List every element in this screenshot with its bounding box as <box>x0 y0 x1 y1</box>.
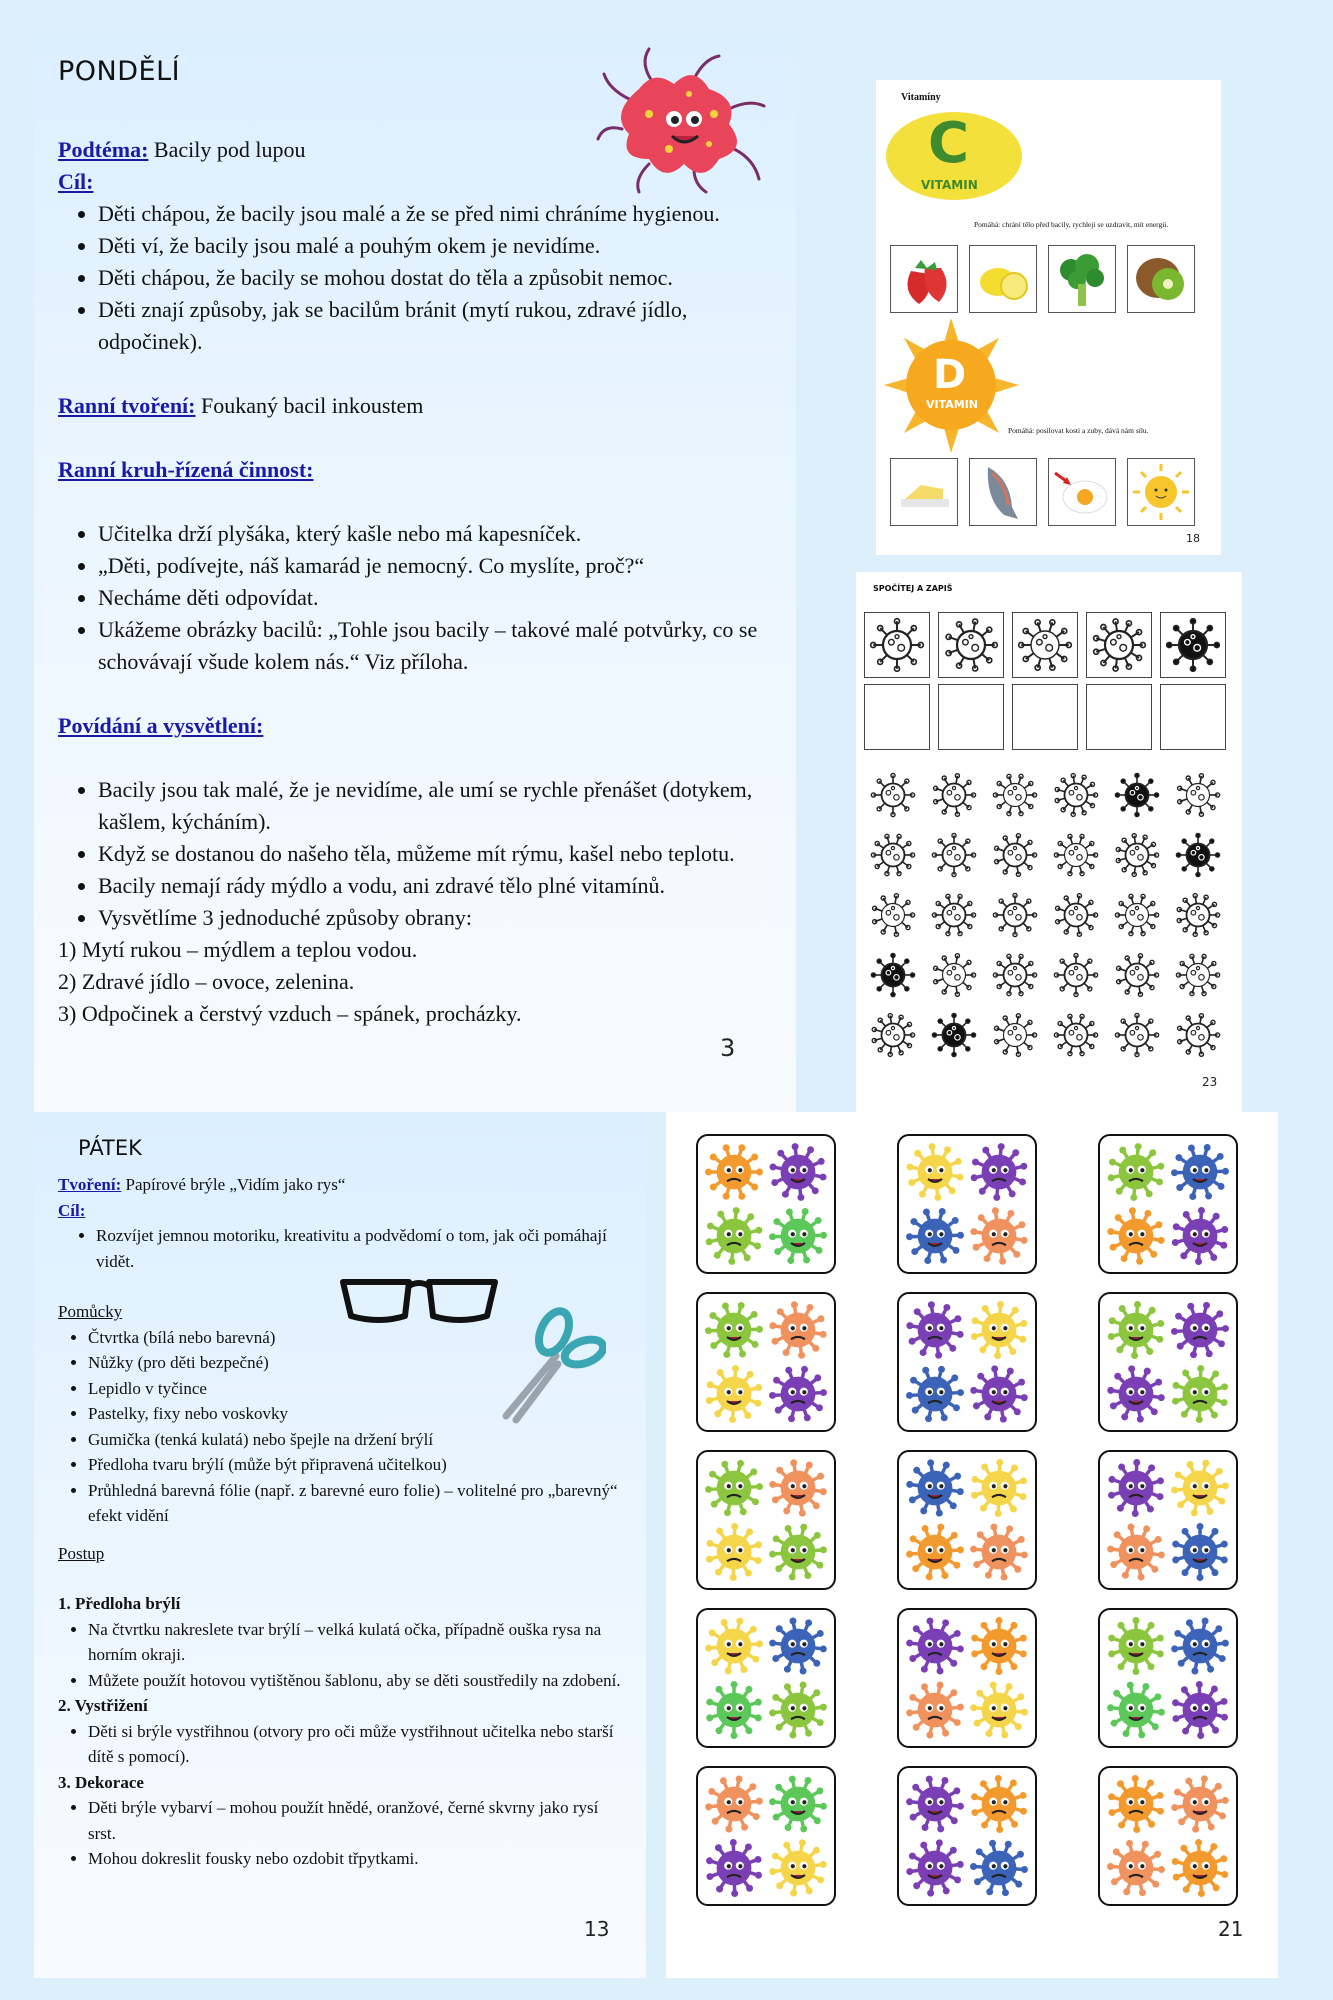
answer-box[interactable] <box>1086 684 1152 750</box>
vitamin-d-word: VITAMIN <box>926 398 979 411</box>
virus-cell <box>931 892 977 943</box>
talk-list <box>58 774 778 934</box>
virus-cell <box>870 1012 916 1063</box>
germ-card[interactable] <box>696 1608 836 1748</box>
virus-icon <box>870 772 916 818</box>
virus-icon <box>1053 1012 1099 1058</box>
germ-icon <box>970 1523 1028 1581</box>
defense-line: 2) Zdravé jídlo – ovoce, zelenina. <box>58 969 355 994</box>
list-item: • Vysvětlíme 3 jednoduché způsoby obrany: <box>98 902 778 934</box>
virus-cell <box>1114 832 1160 883</box>
scissors-icon <box>496 1304 606 1424</box>
friday-goal-list <box>58 1223 636 1274</box>
list-item: • Pastelky, fixy nebo voskovky <box>88 1401 628 1427</box>
germ-icon <box>1107 1365 1165 1423</box>
friday-page <box>34 1112 646 1978</box>
germ-card[interactable] <box>897 1766 1037 1906</box>
germ-card[interactable] <box>897 1450 1037 1590</box>
list-item: • „Děti, podívejte, náš kamarád je nemocný. Co myslíte, proč?“ <box>98 550 778 582</box>
virus-icon <box>870 832 916 878</box>
step1-list <box>58 1617 628 1694</box>
germ-icon <box>1107 1301 1165 1359</box>
germ-icon <box>1171 1365 1229 1423</box>
germ-icon <box>906 1365 964 1423</box>
germ-icon <box>1171 1523 1229 1581</box>
count-page <box>856 572 1242 1112</box>
virus-cell <box>992 832 1038 883</box>
subtopic-value: Bacily pod lupou <box>153 137 306 162</box>
tools-label: Pomůcky <box>58 1302 123 1321</box>
craft-line <box>58 1172 628 1198</box>
germ-card[interactable] <box>696 1292 836 1432</box>
germ-icon <box>970 1617 1028 1675</box>
germ-icon <box>1107 1839 1165 1897</box>
virus-icon <box>1175 952 1221 998</box>
germ-icon <box>906 1459 964 1517</box>
count-title: SPOČÍTEJ A ZAPIŠ <box>873 584 953 593</box>
germ-icon <box>1171 1207 1229 1265</box>
germ-icon <box>769 1365 827 1423</box>
germ-card[interactable] <box>1098 1292 1238 1432</box>
virus-icon <box>1165 617 1221 673</box>
virus-cell <box>870 952 916 1003</box>
lemon-image <box>969 245 1037 313</box>
virus-sample-box <box>1160 612 1226 678</box>
germ-card[interactable] <box>897 1608 1037 1748</box>
list-item: • Bacily jsou tak malé, že je nevidíme, ale umí se rychle přenášet (dotykem, kašlem, kýcháním). <box>98 774 778 838</box>
morning-line <box>58 390 778 422</box>
butter-image <box>890 458 958 526</box>
germ-card[interactable] <box>897 1134 1037 1274</box>
page-number: 18 <box>1186 532 1200 545</box>
virus-cell <box>870 892 916 943</box>
answer-box[interactable] <box>938 684 1004 750</box>
step3-title: 3. Dekorace <box>58 1772 144 1792</box>
germ-icon <box>705 1617 763 1675</box>
vitamin-d-letter: D <box>933 352 967 398</box>
germ-icon <box>705 1207 763 1265</box>
list-item: • Na čtvrtku nakreslete tvar brýlí – velká kulatá očka, případně ouška rysa na horním okraji. <box>88 1617 628 1668</box>
virus-icon <box>1175 772 1221 818</box>
virus-icon <box>931 1012 977 1058</box>
virus-icon <box>992 892 1038 938</box>
virus-cell <box>1053 772 1099 823</box>
germ-icon <box>1171 1681 1229 1739</box>
virus-icon <box>992 1012 1038 1058</box>
list-item: • Děti chápou, že bacily se mohou dostat do těla a způsobit nemoc. <box>98 262 778 294</box>
subtopic-line <box>58 134 778 166</box>
germ-icon <box>970 1775 1028 1833</box>
virus-sample-box <box>938 612 1004 678</box>
germ-icon <box>1171 1617 1229 1675</box>
virus-icon <box>1175 832 1221 878</box>
virus-cell <box>931 952 977 1003</box>
germ-icon <box>1171 1839 1229 1897</box>
circle-label: Ranní kruh-řízená činnost: <box>58 457 314 482</box>
germ-icon <box>906 1143 964 1201</box>
page-number: 3 <box>720 1034 736 1062</box>
germ-icon <box>906 1207 964 1265</box>
answer-box[interactable] <box>864 684 930 750</box>
defense-line: 3) Odpočinek a čerstvý vzduch – spánek, procházky. <box>58 1001 522 1026</box>
germ-icon <box>1107 1523 1165 1581</box>
virus-icon <box>869 617 925 673</box>
virus-cell <box>1053 1012 1099 1063</box>
germ-icon <box>705 1301 763 1359</box>
virus-cell <box>992 892 1038 943</box>
germ-icon <box>705 1365 763 1423</box>
list-item: • Bacily nemají rády mýdlo a vodu, ani zdravé tělo plné vitamínů. <box>98 870 778 902</box>
virus-icon <box>1053 892 1099 938</box>
virus-icon <box>1175 892 1221 938</box>
germ-icon <box>970 1681 1028 1739</box>
virus-sample-box <box>1012 612 1078 678</box>
fish-image <box>969 458 1037 526</box>
virus-icon <box>870 892 916 938</box>
list-item: • Můžete použít hotovou vytištěnou šablonu, aby se děti soustředily na zdobení. <box>88 1668 628 1694</box>
egg-image <box>1048 458 1116 526</box>
germ-icon <box>1171 1459 1229 1517</box>
germ-icon <box>1171 1143 1229 1201</box>
vitamin-c-letter: C <box>928 111 970 176</box>
circle-list <box>58 518 778 678</box>
subtopic-label: Podtéma: <box>58 137 149 162</box>
germ-icon <box>705 1839 763 1897</box>
list-item: • Necháme děti odpovídat. <box>98 582 778 614</box>
talk-label: Povídání a vysvětlení: <box>58 713 264 738</box>
virus-cell <box>1114 952 1160 1003</box>
virus-icon <box>1114 952 1160 998</box>
goal-list <box>58 198 778 358</box>
virus-cell <box>931 1012 977 1063</box>
list-item: • Děti ví, že bacily jsou malé a pouhým okem je nevidíme. <box>98 230 778 262</box>
virus-cell <box>1053 892 1099 943</box>
list-item: • Děti chápou, že bacily jsou malé a že se před nimi chráníme hygienou. <box>98 198 778 230</box>
list-item: • Gumička (tenká kulatá) nebo špejle na držení brýlí <box>88 1427 628 1453</box>
virus-cell <box>1175 892 1221 943</box>
virus-sample-box <box>864 612 930 678</box>
germ-card[interactable] <box>1098 1134 1238 1274</box>
virus-icon <box>1053 832 1099 878</box>
monday-title: PONDĚLÍ <box>58 56 181 87</box>
germ-icon <box>1107 1207 1165 1265</box>
virus-icon <box>992 952 1038 998</box>
list-item: • Čtvrtka (bílá nebo barevná) <box>88 1325 628 1351</box>
virus-cell <box>1175 1012 1221 1063</box>
list-item: • Průhledná barevná fólie (např. z barevné euro folie) – volitelné pro „barevný“ efekt vidění <box>88 1478 628 1529</box>
virus-icon <box>931 952 977 998</box>
germ-icon <box>1171 1301 1229 1359</box>
virus-icon <box>992 832 1038 878</box>
germ-icon <box>906 1775 964 1833</box>
list-item: • Rozvíjet jemnou motoriku, kreativitu a podvědomí o tom, jak oči pomáhají vidět. <box>96 1223 636 1274</box>
vitamin-c-text: Pomáhá: chrání tělo před bacily, rychleji se uzdravit, mít energii. <box>974 220 1169 229</box>
friday-title: PÁTEK <box>78 1136 142 1160</box>
germ-icon <box>1171 1775 1229 1833</box>
cards-page <box>666 1112 1278 1978</box>
craft-label: Tvoření: <box>58 1175 122 1194</box>
virus-cell <box>1175 952 1221 1003</box>
defense-line: 1) Mytí rukou – mýdlem a teplou vodou. <box>58 937 418 962</box>
vitamins-page <box>876 80 1221 555</box>
virus-cell <box>1175 832 1221 883</box>
vitamins-title: Vitamíny <box>901 92 941 103</box>
germ-icon <box>970 1365 1028 1423</box>
virus-icon <box>992 772 1038 818</box>
virus-icon <box>1017 617 1073 673</box>
virus-icon <box>943 617 999 673</box>
list-item: • Děti brýle vybarví – mohou použít hnědé, oranžové, černé skvrny jako rysí srst. <box>88 1795 628 1846</box>
virus-cell <box>931 772 977 823</box>
germ-icon <box>705 1143 763 1201</box>
page-number: 23 <box>1202 1075 1218 1089</box>
page-number: 21 <box>1218 1917 1244 1941</box>
step2-title: 2. Vystřižení <box>58 1696 148 1715</box>
step3-list <box>58 1795 628 1872</box>
virus-icon <box>1053 772 1099 818</box>
sun-image <box>1127 458 1195 526</box>
kiwi-image <box>1127 245 1195 313</box>
germ-icon <box>769 1301 827 1359</box>
answer-box[interactable] <box>1160 684 1226 750</box>
germ-icon <box>769 1775 827 1833</box>
virus-icon <box>1114 892 1160 938</box>
germ-icon <box>970 1459 1028 1517</box>
germ-icon <box>1107 1775 1165 1833</box>
germ-icon <box>705 1681 763 1739</box>
list-item: • Ukážeme obrázky bacilů: „Tohle jsou bacily – takové malé potvůrky, co se schovávají všude kolem nás.“ Viz příloha. <box>98 614 778 678</box>
step1-title: 1. Předloha brýlí <box>58 1594 181 1613</box>
virus-cell <box>992 952 1038 1003</box>
step2-list <box>58 1719 628 1770</box>
morning-label: Ranní tvoření: <box>58 393 196 418</box>
virus-icon <box>931 772 977 818</box>
germ-card[interactable] <box>1098 1766 1238 1906</box>
list-item: • Nůžky (pro děti bezpečné) <box>88 1350 628 1376</box>
germ-icon <box>769 1617 827 1675</box>
germ-card[interactable] <box>1098 1450 1238 1590</box>
virus-sample-box <box>1086 612 1152 678</box>
virus-icon <box>1114 772 1160 818</box>
virus-icon <box>1114 1012 1160 1058</box>
germ-icon <box>769 1459 827 1517</box>
germ-icon <box>769 1143 827 1201</box>
germ-icon <box>906 1681 964 1739</box>
germ-icon <box>906 1523 964 1581</box>
virus-cell <box>992 772 1038 823</box>
virus-icon <box>870 1012 916 1058</box>
virus-cell <box>870 772 916 823</box>
virus-icon <box>1114 832 1160 878</box>
germ-icon <box>769 1839 827 1897</box>
germ-icon <box>970 1207 1028 1265</box>
vitamin-c-word: VITAMIN <box>921 178 978 192</box>
virus-icon <box>1053 952 1099 998</box>
virus-cell <box>931 832 977 883</box>
vitamin-d-text: Pomáhá: posilovat kosti a zuby, dává nám sílu. <box>1008 426 1149 435</box>
germ-icon <box>970 1143 1028 1201</box>
list-item: • Učitelka drží plyšáka, který kašle nebo má kapesníček. <box>98 518 778 550</box>
strawberry-image <box>890 245 958 313</box>
virus-cell <box>1114 892 1160 943</box>
morning-value: Foukaný bacil inkoustem <box>201 393 424 418</box>
virus-cell <box>1114 772 1160 823</box>
virus-cell <box>1053 952 1099 1003</box>
craft-value: Papírové brýle „Vidím jako rys“ <box>125 1175 346 1194</box>
germ-icon <box>705 1459 763 1517</box>
list-item: • Když se dostanou do našeho těla, můžeme mít rýmu, kašel nebo teplotu. <box>98 838 778 870</box>
germ-card[interactable] <box>696 1134 836 1274</box>
germ-card[interactable] <box>897 1292 1037 1432</box>
virus-icon <box>1175 1012 1221 1058</box>
virus-cell <box>1053 832 1099 883</box>
germ-icon <box>970 1301 1028 1359</box>
virus-icon <box>931 832 977 878</box>
virus-icon <box>870 952 916 998</box>
list-item: • Předloha tvaru brýlí (může být připravená učitelkou) <box>88 1452 628 1478</box>
germ-icon <box>705 1523 763 1581</box>
list-item: • Lepidlo v tyčince <box>88 1376 628 1402</box>
germ-icon <box>705 1775 763 1833</box>
germ-icon <box>769 1207 827 1265</box>
germ-icon <box>769 1681 827 1739</box>
broccoli-image <box>1048 245 1116 313</box>
germ-icon <box>906 1617 964 1675</box>
monday-body <box>58 134 778 1030</box>
glasses-icon <box>339 1272 499 1328</box>
answer-box[interactable] <box>1012 684 1078 750</box>
list-item: • Mohou dokreslit fousky nebo ozdobit třpytkami. <box>88 1846 628 1872</box>
germ-card[interactable] <box>696 1766 836 1906</box>
monday-page <box>34 34 796 1112</box>
germ-card[interactable] <box>696 1450 836 1590</box>
friday-goal-label: Cíl: <box>58 1200 86 1220</box>
process-label: Postup <box>58 1543 105 1563</box>
germ-icon <box>906 1839 964 1897</box>
germ-icon <box>1107 1459 1165 1517</box>
germ-icon <box>970 1839 1028 1897</box>
virus-icon <box>1091 617 1147 673</box>
virus-cell <box>1175 772 1221 823</box>
germ-icon <box>906 1301 964 1359</box>
germ-icon <box>1107 1143 1165 1201</box>
list-item: • Děti znají způsoby, jak se bacilům bránit (mytí rukou, zdravé jídlo, odpočinek). <box>98 294 778 358</box>
page-number: 13 <box>584 1917 610 1941</box>
germ-icon <box>1107 1617 1165 1675</box>
germ-card[interactable] <box>1098 1608 1238 1748</box>
virus-cell <box>870 832 916 883</box>
germ-icon <box>1107 1681 1165 1739</box>
virus-cell <box>1114 1012 1160 1063</box>
germ-icon <box>769 1523 827 1581</box>
virus-cell <box>992 1012 1038 1063</box>
list-item: • Děti si brýle vystřihnou (otvory pro oči může vystřihnout učitelka nebo starší dítě s pomocí). <box>88 1719 628 1770</box>
goal-label: Cíl: <box>58 169 94 194</box>
virus-icon <box>931 892 977 938</box>
